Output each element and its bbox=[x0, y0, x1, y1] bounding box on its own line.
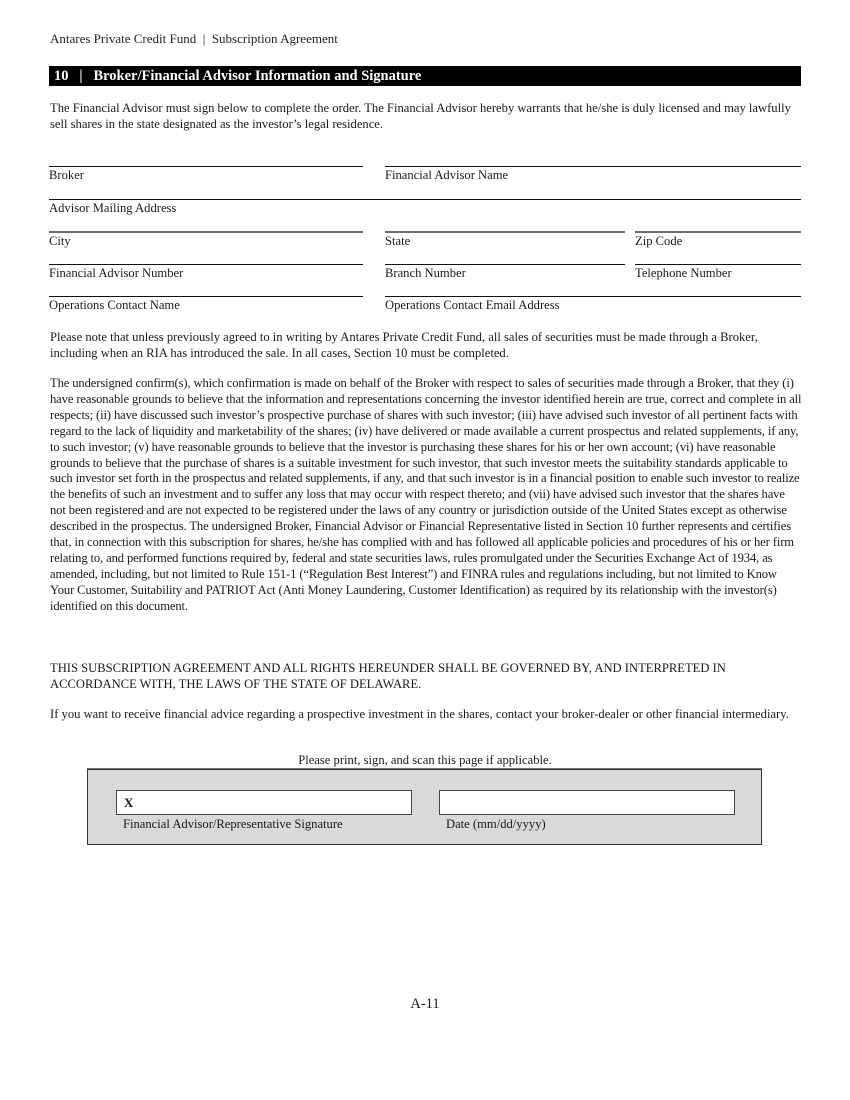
section-header-bar bbox=[49, 66, 801, 86]
broker-label: Broker bbox=[49, 168, 84, 182]
broker-note-paragraph: Please note that unless previously agreed to in writing by Antares Private Credit Fund, all sales of securities must be made through a Broker, including when an RIA has introduced the sale. In all cases, Section 10 must be completed. bbox=[50, 330, 758, 360]
intro-paragraph: The Financial Advisor must sign below to complete the order. The Financial Advisor hereby warrants that he/she is duly licensed and may lawfully sell shares in the state designated as the investor’s legal residence. bbox=[50, 101, 791, 131]
section-number: 10 bbox=[54, 68, 69, 84]
state-field[interactable] bbox=[385, 231, 625, 248]
telephone-number-field[interactable] bbox=[635, 264, 801, 280]
operations-contact-name-label: Operations Contact Name bbox=[49, 298, 180, 312]
financial-advisor-name-label: Financial Advisor Name bbox=[385, 168, 509, 182]
financial-advisor-name-field[interactable] bbox=[385, 166, 801, 182]
branch-number-label: Branch Number bbox=[385, 266, 466, 280]
section-separator: | bbox=[79, 68, 83, 84]
governing-law-paragraph: THIS SUBSCRIPTION AGREEMENT AND ALL RIGHTS HEREUNDER SHALL BE GOVERNED BY, AND INTERPRETED IN ACCORDANCE WITH, THE LAWS OF THE STATE OF DELAWARE. bbox=[50, 661, 726, 691]
running-header: Antares Private Credit Fund | Subscription Agreement bbox=[50, 31, 338, 46]
zip-code-field[interactable] bbox=[635, 231, 801, 248]
signature-x-mark: X bbox=[124, 795, 134, 810]
confirmation-paragraph: The undersigned confirm(s), which confirmation is made on behalf of the Broker with respect to sales of securities made through a Broker, that they (i) have reasonable grounds to believe that the information and representations concerning the investor identified herein are true, correct and complete in all respects; (ii) have discussed such investor’s prospective purchase of shares with such investor; (iii) have advised such investor of all pertinent facts with regard to the lack of liquidity and marketability of the shares; (iv) have delivered or made available a current prospectus and related supplements, if any, to such investor; (v) have reasonable grounds to believe that the investor is purchasing these shares for his or her own account; (vi) have reasonable grounds to believe that the purchase of shares is a suitable investment for such investor, that such investor meets the suitability standards applicable to such investor set forth in the prospectus and related supplements, if any, and that such investor is in a financial position to enable such investor to realize the benefits of such an investment and to suffer any loss that may occur with respect thereto; and (vii) have advised such investor that the shares have not been registered and are not expected to be registered under the laws of any country or jurisdiction outside of the United States except as otherwise described in the prospectus. The undersigned Broker, Financial Advisor or Financial Representative listed in Section 10 further represents and certifies that, in connection with this subscription for shares, he/she has complied with and has followed all applicable policies and procedures of his or her firm relating to, and performed functions required by, federal and state securities laws, rules promulgated under the Securities Exchange Act of 1934, as amended, including, but not limited to Rule 151-1 (“Regulation Best Interest”) and FINRA rules and regulations including, but not limited to Know Your Customer, Suitability and PATRIOT Act (Anti Money Laundering, Customer Identification) as required by its relationship with the investor(s) identified on this document. bbox=[50, 376, 802, 613]
advisor-mailing-address-label: Advisor Mailing Address bbox=[49, 201, 177, 215]
operations-contact-name-field[interactable] bbox=[49, 296, 363, 312]
signature-label: Financial Advisor/Representative Signature bbox=[123, 817, 343, 831]
date-label: Date (mm/dd/yyyy) bbox=[446, 817, 546, 831]
telephone-number-label: Telephone Number bbox=[635, 266, 732, 280]
city-field[interactable] bbox=[49, 231, 363, 248]
date-input[interactable] bbox=[439, 790, 735, 815]
print-instruction: Please print, sign, and scan this page if applicable. bbox=[298, 753, 552, 767]
signature-panel bbox=[87, 769, 762, 845]
signature-input[interactable] bbox=[116, 790, 412, 815]
operations-contact-email-field[interactable] bbox=[385, 296, 801, 312]
section-title: Broker/Financial Advisor Information and Signature bbox=[93, 68, 422, 84]
broker-field[interactable] bbox=[49, 166, 363, 182]
state-label: State bbox=[385, 234, 411, 248]
branch-number-field[interactable] bbox=[385, 264, 625, 280]
advisor-mailing-address-field[interactable] bbox=[49, 199, 801, 215]
financial-advisor-number-label: Financial Advisor Number bbox=[49, 266, 184, 280]
zip-code-label: Zip Code bbox=[635, 234, 683, 248]
city-label: City bbox=[49, 234, 71, 248]
financial-advice-paragraph: If you want to receive financial advice regarding a prospective investment in the shares, contact your broker-dealer or other financial intermediary. bbox=[50, 707, 789, 721]
operations-contact-email-label: Operations Contact Email Address bbox=[385, 298, 560, 312]
financial-advisor-number-field[interactable] bbox=[49, 264, 363, 280]
page-number: A-11 bbox=[410, 996, 440, 1012]
